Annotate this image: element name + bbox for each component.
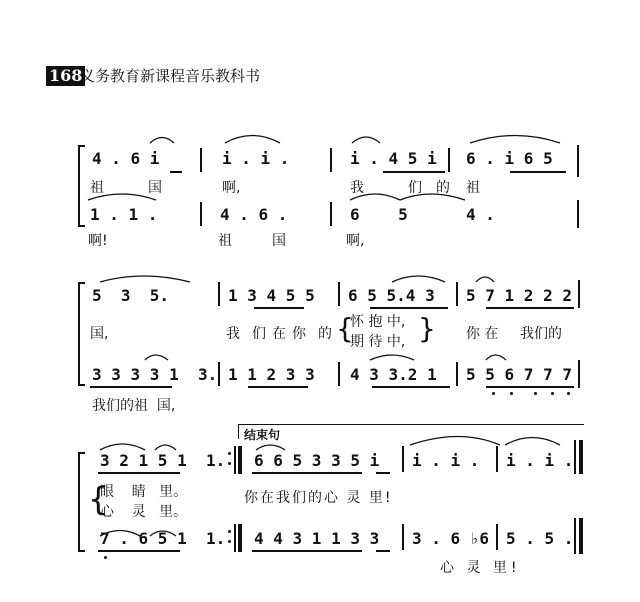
measure: 5 5 6 7 7 7 <box>466 365 572 384</box>
lyric: 啊! <box>88 233 108 249</box>
ending-bracket <box>238 424 584 439</box>
barline <box>218 282 220 306</box>
final-barline-thick <box>579 440 583 474</box>
measure: i . 4 5 i <box>350 149 437 168</box>
barline <box>402 524 404 550</box>
lyric: 的 <box>436 180 450 196</box>
barline <box>578 360 580 388</box>
barline <box>330 202 332 226</box>
low-dot <box>510 392 513 395</box>
repeat-barline-thick <box>238 524 242 552</box>
barline <box>448 148 450 172</box>
underline <box>170 171 182 173</box>
measure: 4 . 6 i <box>92 149 160 168</box>
measure: 1 . 1 . <box>90 205 158 224</box>
underline <box>254 307 304 309</box>
barline <box>402 446 404 472</box>
barline <box>456 362 458 386</box>
lyric-brace-left: { <box>336 312 354 345</box>
barline <box>456 282 458 306</box>
lyric: 啊, <box>222 180 241 196</box>
underline <box>486 307 574 309</box>
barline <box>200 202 202 226</box>
measure: 7 . 6 5 1 1. <box>100 529 226 548</box>
ending-label: 结束句 <box>244 428 281 442</box>
underline <box>98 550 180 552</box>
lyric-brace-right: } <box>418 312 436 345</box>
final-barline <box>574 518 576 554</box>
underline <box>372 386 450 388</box>
system-bracket <box>78 282 85 386</box>
slur <box>155 445 176 450</box>
slur <box>476 277 494 282</box>
barline <box>577 145 579 177</box>
underline <box>370 307 448 309</box>
measure: i . i . <box>222 149 290 168</box>
lyric: 你在我们的心 灵 里! <box>244 490 393 506</box>
underline <box>376 550 390 552</box>
lyric: 我 <box>350 180 364 196</box>
measure: 4 . 6 . <box>220 205 288 224</box>
slur <box>486 355 506 360</box>
measure: 6 . i 6 5 <box>466 149 553 168</box>
repeat-barline <box>234 524 236 552</box>
underline <box>486 386 574 388</box>
barline <box>218 362 220 386</box>
measure: 6 6 5 3 3 5 i <box>254 451 380 470</box>
lyric: 在 <box>272 326 286 342</box>
lyric: 国 <box>148 180 162 196</box>
lyric: 期 待 中, <box>350 334 406 350</box>
underline <box>248 386 308 388</box>
measure: 5 7 1 2 2 2 <box>466 286 572 305</box>
lyric: 的 <box>318 326 332 342</box>
final-barline-thick <box>579 518 583 554</box>
underline <box>510 171 566 173</box>
underline <box>98 472 180 474</box>
lyric: 国 <box>272 233 286 249</box>
lyric: 眼 睛 里。 <box>100 484 188 500</box>
lyric-brace-left: { <box>88 480 109 518</box>
slur <box>100 444 145 450</box>
underline <box>90 386 172 388</box>
lyric: 祖 <box>218 233 232 249</box>
slur <box>150 138 174 144</box>
measure: i . i . <box>412 451 480 470</box>
barline <box>578 280 580 308</box>
lyric: 国, <box>90 326 109 342</box>
barline <box>338 282 340 306</box>
low-dot <box>492 392 495 395</box>
measure: 6 5 5.4 3 <box>348 286 435 305</box>
measure: 1 1 2 3 3 <box>228 365 315 384</box>
barline <box>577 200 579 228</box>
low-dot <box>567 392 570 395</box>
page-number: 168 <box>46 66 85 86</box>
repeat-dot <box>228 462 231 465</box>
measure: 5 3 5. <box>92 286 170 305</box>
slur <box>352 137 380 143</box>
underline <box>383 171 445 173</box>
lyric: 怀 抱 中, <box>350 314 406 330</box>
low-dot <box>551 392 554 395</box>
lyric: 你 在 <box>466 326 499 342</box>
low-dot <box>104 556 107 559</box>
underline <box>252 550 362 552</box>
lyric: 啊, <box>346 233 365 249</box>
measure: 3 2 1 5 1 1. <box>100 451 226 470</box>
slur <box>370 355 414 360</box>
lyric: 们 <box>252 326 266 342</box>
measure: i . i . <box>506 451 574 470</box>
lyric: 我们的祖 国, <box>92 398 176 414</box>
slur <box>145 355 168 360</box>
repeat-barline <box>234 446 236 474</box>
lyric: 祖 <box>90 180 104 196</box>
repeat-dot <box>228 530 231 533</box>
measure: 1 3 4 5 5 <box>228 286 315 305</box>
repeat-dot <box>228 452 231 455</box>
barline <box>330 148 332 172</box>
measure: 4 4 3 1 1 3 3 <box>254 529 380 548</box>
final-barline <box>574 440 576 474</box>
slur <box>470 136 560 144</box>
lyric: 我们的 <box>520 326 562 342</box>
underline <box>252 472 362 474</box>
barline <box>496 446 498 472</box>
slur <box>100 276 190 282</box>
measure: 6 5 <box>350 205 408 224</box>
barline <box>496 524 498 550</box>
book-title: 义务教育新课程音乐教科书 <box>80 67 261 85</box>
measure: 3 3 3 3 1 3. <box>92 365 218 384</box>
lyric: 心 灵 里。 <box>100 504 188 520</box>
repeat-dot <box>228 540 231 543</box>
slur <box>256 445 285 450</box>
measure: 3 . 6 ♭6 <box>412 529 490 548</box>
lyric: 心 灵 里! <box>440 560 521 576</box>
low-dot <box>534 392 537 395</box>
slur <box>392 276 445 282</box>
lyric: 们 <box>408 180 422 196</box>
repeat-barline-thick <box>238 446 242 474</box>
barline <box>338 362 340 386</box>
lyric: 我 <box>226 326 240 342</box>
underline <box>376 472 390 474</box>
barline <box>200 148 202 172</box>
system-bracket <box>78 452 85 552</box>
lyric: 你 <box>292 326 306 342</box>
slur <box>225 136 280 144</box>
system-bracket <box>78 145 85 227</box>
lyric: 祖 <box>466 180 480 196</box>
measure: 5 . 5 . <box>506 529 574 548</box>
measure: 4 . <box>466 205 495 224</box>
measure: 4 3 3.2 1 <box>350 365 437 384</box>
